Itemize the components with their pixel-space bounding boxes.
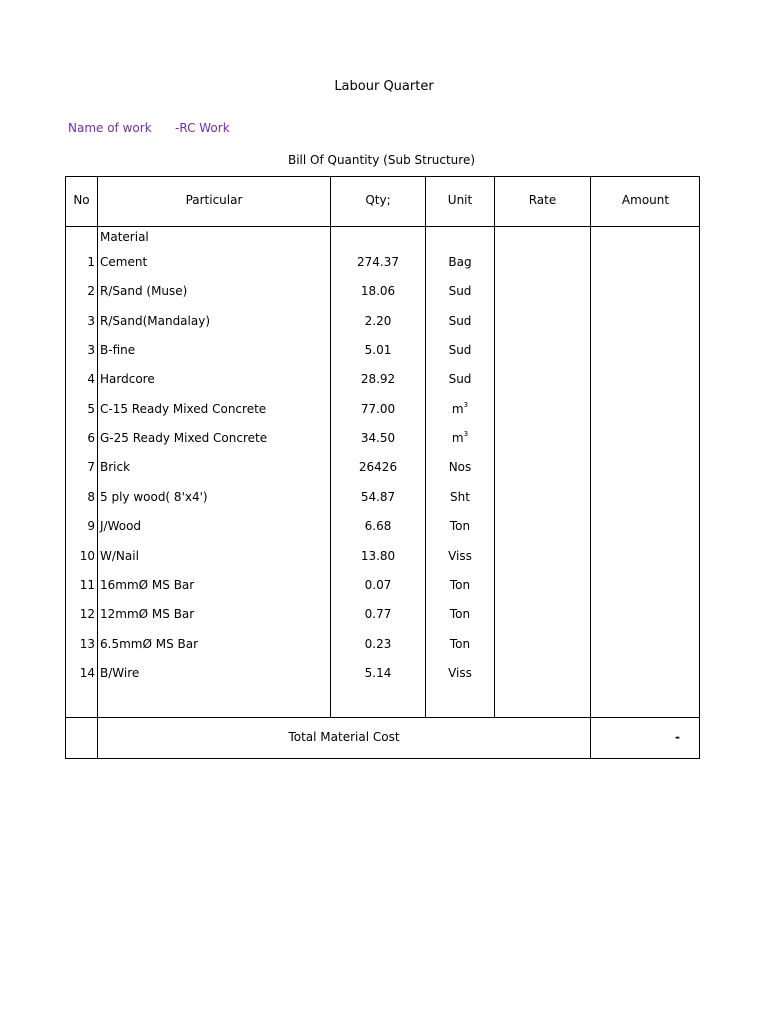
row-unit <box>426 255 494 269</box>
row-unit-superscript: 3 <box>463 401 469 409</box>
section-heading-material: Material <box>100 230 149 244</box>
row-particular: Hardcore <box>100 372 155 386</box>
row-unit <box>426 284 494 298</box>
document-title: Labour Quarter <box>334 79 434 94</box>
row-qty: 0.23 <box>364 637 392 651</box>
row-particular: 16mmØ MS Bar <box>100 578 195 592</box>
header-rule <box>65 226 700 227</box>
name-of-work-value: -RC Work <box>175 121 230 135</box>
row-unit <box>426 578 494 592</box>
row-number: 7 <box>87 460 95 474</box>
row-unit-text: Bag <box>448 255 472 269</box>
row-unit <box>426 490 494 504</box>
row-number: 9 <box>87 519 95 533</box>
row-particular: B/Wire <box>100 666 140 680</box>
row-number: 12 <box>79 607 95 621</box>
header-qty: Qty; <box>365 193 391 207</box>
name-of-work-label: Name of work <box>68 121 152 135</box>
row-qty: 26426 <box>358 460 398 474</box>
row-qty: 5.14 <box>364 666 392 680</box>
row-unit-text: Sud <box>448 343 472 357</box>
row-qty: 0.77 <box>364 607 392 621</box>
row-particular: Brick <box>100 460 131 474</box>
row-unit <box>426 637 494 651</box>
row-unit <box>426 549 494 563</box>
header-amount: Amount <box>621 193 670 207</box>
row-qty: 34.50 <box>360 431 396 445</box>
row-particular: J/Wood <box>100 519 142 533</box>
header-rate: Rate <box>528 193 557 207</box>
row-unit-text: Ton <box>449 637 471 651</box>
total-material-cost-label: Total Material Cost <box>288 730 400 744</box>
row-unit <box>426 314 494 328</box>
row-unit-text: Sud <box>448 284 472 298</box>
row-unit-text: m <box>451 431 464 445</box>
row-particular: G-25 Ready Mixed Concrete <box>100 431 268 445</box>
row-particular: 5 ply wood( 8'x4') <box>100 490 208 504</box>
row-particular: 6.5mmØ MS Bar <box>100 637 199 651</box>
row-number: 6 <box>87 431 95 445</box>
row-unit-text: Ton <box>449 578 471 592</box>
row-qty: 77.00 <box>360 402 396 416</box>
row-particular: W/Nail <box>100 549 139 563</box>
row-unit <box>426 431 494 445</box>
row-unit <box>426 343 494 357</box>
header-no: No <box>73 193 90 207</box>
row-unit <box>426 372 494 386</box>
header-particular: Particular <box>185 193 243 207</box>
row-number: 11 <box>79 578 95 592</box>
header-unit: Unit <box>447 193 473 207</box>
row-qty: 0.07 <box>364 578 392 592</box>
row-unit-text: Ton <box>449 519 471 533</box>
row-number: 13 <box>79 637 95 651</box>
row-unit-text: Nos <box>448 460 472 474</box>
row-unit-text: Sht <box>450 490 470 504</box>
total-rule <box>65 717 700 718</box>
row-qty: 28.92 <box>360 372 396 386</box>
row-qty: 2.20 <box>364 314 392 328</box>
row-unit <box>426 402 494 416</box>
row-number: 10 <box>79 549 95 563</box>
row-unit <box>426 519 494 533</box>
row-unit-superscript: 3 <box>463 430 469 438</box>
row-unit-text: Ton <box>449 607 471 621</box>
row-particular: 12mmØ MS Bar <box>100 607 195 621</box>
row-number: 14 <box>79 666 95 680</box>
row-number: 8 <box>87 490 95 504</box>
row-unit-text: m <box>451 402 464 416</box>
row-unit-text: Viss <box>448 549 472 563</box>
col-divider-no <box>97 176 98 759</box>
row-particular: C-15 Ready Mixed Concrete <box>100 402 267 416</box>
total-material-cost-value: - <box>675 730 680 744</box>
row-number: 3 <box>87 343 95 357</box>
row-qty: 54.87 <box>360 490 396 504</box>
row-unit-text: Sud <box>448 314 472 328</box>
row-unit <box>426 460 494 474</box>
row-qty: 13.80 <box>360 549 396 563</box>
row-unit <box>426 607 494 621</box>
row-particular: B-fine <box>100 343 136 357</box>
row-qty: 5.01 <box>364 343 392 357</box>
row-number: 2 <box>87 284 95 298</box>
row-particular: R/Sand (Muse) <box>100 284 188 298</box>
col-divider-rate <box>590 176 591 759</box>
row-number: 5 <box>87 402 95 416</box>
row-qty: 18.06 <box>360 284 396 298</box>
row-particular: R/Sand(Mandalay) <box>100 314 211 328</box>
col-divider-unit <box>494 176 495 718</box>
row-number: 1 <box>87 255 95 269</box>
table-caption: Bill Of Quantity (Sub Structure) <box>287 153 476 167</box>
row-unit <box>426 666 494 680</box>
row-particular: Cement <box>100 255 148 269</box>
row-unit-text: Viss <box>448 666 472 680</box>
row-number: 4 <box>87 372 95 386</box>
row-qty: 6.68 <box>364 519 392 533</box>
row-unit-text: Sud <box>448 372 472 386</box>
row-number: 3 <box>87 314 95 328</box>
row-qty: 274.37 <box>357 255 399 269</box>
